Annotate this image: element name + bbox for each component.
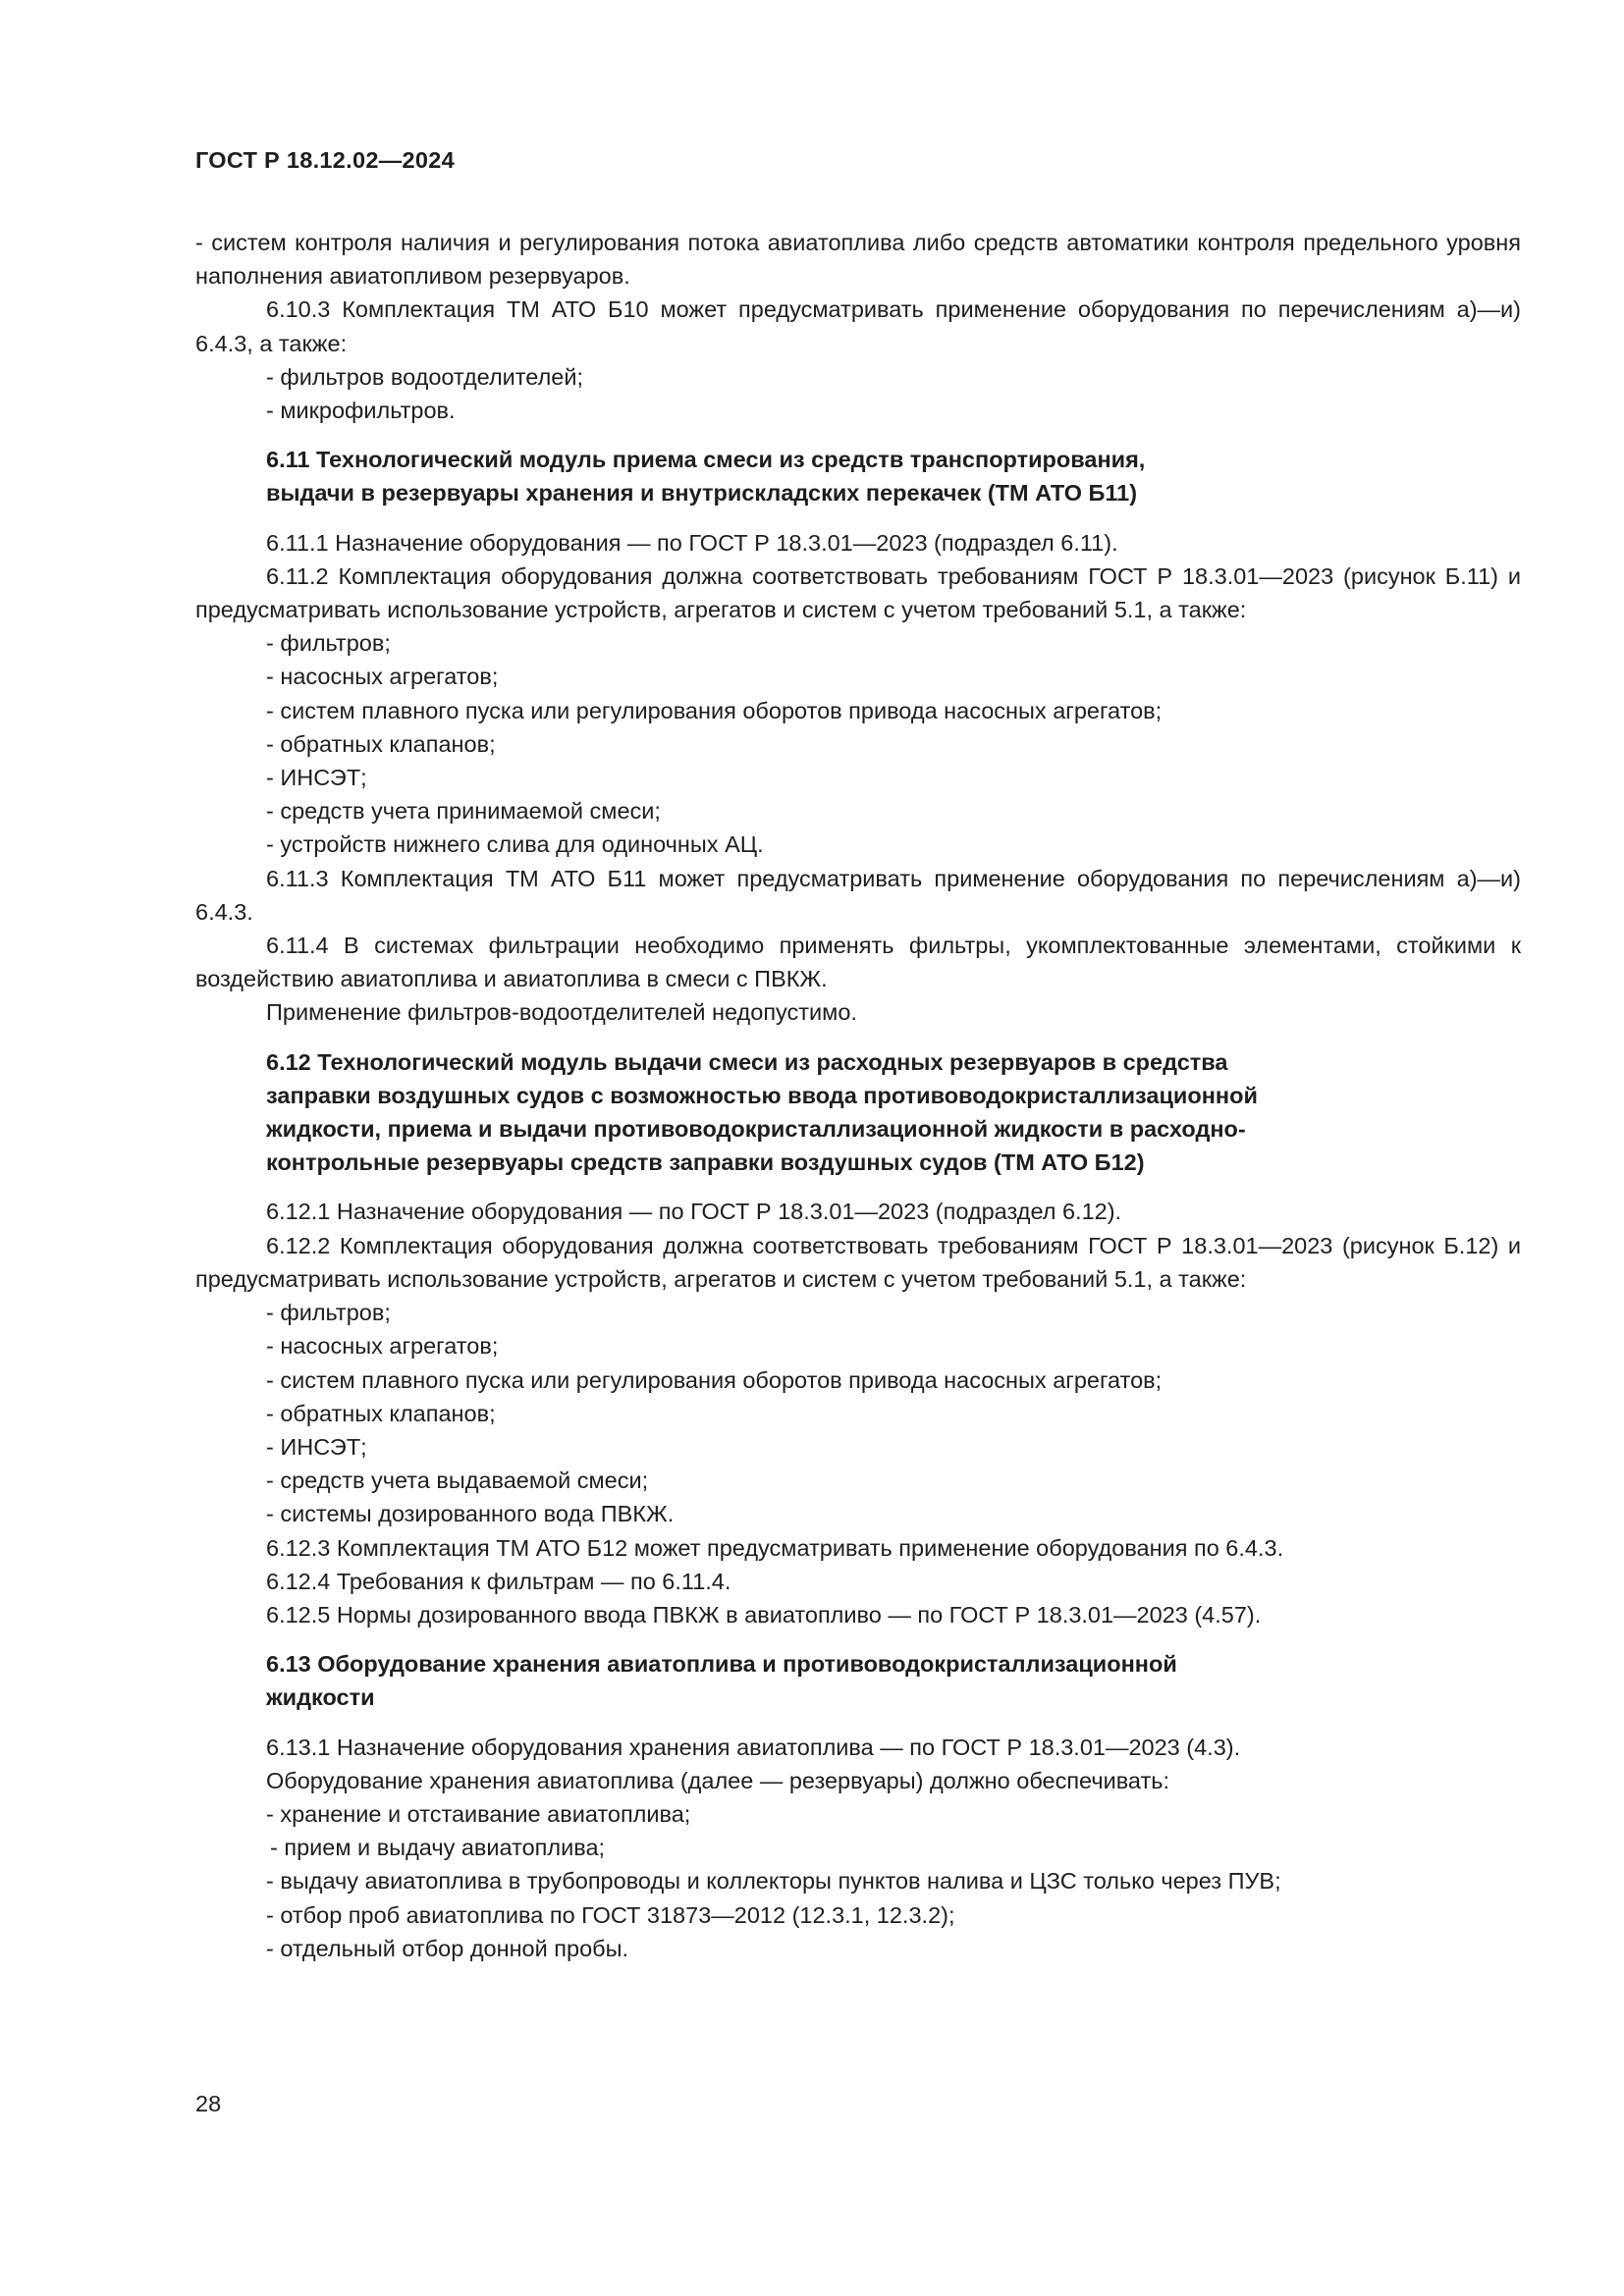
- list-item: - фильтров;: [266, 630, 391, 657]
- heading-line: 6.11 Технологический модуль приема смеси из средств транспортирования,: [266, 447, 1146, 473]
- section-heading-6-12: [195, 1045, 1521, 1180]
- list-item: - средств учета выдаваемой смеси;: [266, 1468, 649, 1494]
- list-item: - систем плавного пуска или регулирования оборотов привода насосных агрегатов;: [266, 697, 1163, 723]
- list-item: - системы дозированного вода ПВКЖ.: [266, 1501, 675, 1527]
- paragraph-6-11-2: 6.11.2 Комплектация оборудования должна соответствовать требованиям ГОСТ Р 18.3.01—2023 (рисунок Б.11) и предусматривать использование устройств, агрегатов и систем с учетом требований 5.1, а также:: [195, 562, 1521, 623]
- paragraph-6-11-1: 6.11.1 Назначение оборудования — по ГОСТ Р 18.3.01—2023 (подраздел 6.11).: [266, 529, 1118, 556]
- list-item: - систем плавного пуска или регулирования оборотов привода насосных агрегатов;: [266, 1366, 1163, 1393]
- paragraph-6-12-1: 6.12.1 Назначение оборудования — по ГОСТ Р 18.3.01—2023 (подраздел 6.12).: [266, 1199, 1122, 1225]
- list-item: - ИНСЭТ;: [266, 765, 367, 791]
- list-item: - обратных клапанов;: [266, 730, 496, 757]
- heading-line: заправки воздушных судов с возможностью ввода противоводокристаллизационной: [266, 1082, 1258, 1108]
- paragraph-6-12-4: 6.12.4 Требования к фильтрам — по 6.11.4.: [266, 1568, 731, 1594]
- list-item: - средств учета принимаемой смеси;: [266, 798, 661, 825]
- list-item: - устройств нижнего слива для одиночных АЦ.: [266, 831, 764, 858]
- list-item: - микрофильтров.: [266, 398, 456, 424]
- paragraph-6-11-4-note: Применение фильтров-водоотделителей недопустимо.: [266, 999, 857, 1026]
- paragraph-6-13-1: 6.13.1 Назначение оборудования хранения авиатоплива — по ГОСТ Р 18.3.01—2023 (4.3).: [266, 1734, 1241, 1760]
- section-heading-6-11: [195, 443, 1521, 509]
- heading-line: контрольные резервуары средств заправки воздушных судов (ТМ АТО Б12): [266, 1149, 1145, 1176]
- paragraph-6-10-3: 6.10.3 Комплектация ТМ АТО Б10 может предусматривать применение оборудования по перечислениям а)—и) 6.4.3, а также:: [195, 296, 1521, 356]
- section-heading-6-13: [195, 1647, 1521, 1714]
- heading-line: 6.13 Оборудование хранения авиатоплива и противоводокристаллизационной: [266, 1651, 1177, 1678]
- list-item: - фильтров;: [266, 1300, 391, 1326]
- paragraph-6-12-3: 6.12.3 Комплектация ТМ АТО Б12 может предусматривать применение оборудования по 6.4.3.: [266, 1534, 1284, 1561]
- heading-line: выдачи в резервуары хранения и внутрискладских перекачек (ТМ АТО Б11): [266, 480, 1138, 507]
- list-item: - ИНСЭТ;: [266, 1433, 367, 1460]
- page-number: 28: [195, 2091, 222, 2116]
- list-item: - фильтров водоотделителей;: [266, 363, 584, 390]
- list-item: - насосных агрегатов;: [266, 664, 499, 690]
- list-item: - насосных агрегатов;: [266, 1333, 499, 1360]
- heading-line: 6.12 Технологический модуль выдачи смеси из расходных резервуаров в средства: [266, 1048, 1228, 1075]
- paragraph-6-11-3: 6.11.3 Комплектация ТМ АТО Б11 может предусматривать применение оборудования по перечислениям а)—и) 6.4.3.: [195, 865, 1521, 925]
- heading-line: жидкости, приема и выдачи противоводокристаллизационной жидкости в расходно-: [266, 1116, 1246, 1143]
- document-body: [195, 226, 1521, 1965]
- paragraph-6-12-2: 6.12.2 Комплектация оборудования должна соответствовать требованиям ГОСТ Р 18.3.01—2023 (рисунок Б.12) и предусматривать использование устройств, агрегатов и систем с учетом требований 5.1, а также:: [195, 1232, 1521, 1292]
- list-item: - прием и выдачу авиатоплива;: [270, 1835, 606, 1861]
- paragraph-6-11-4: 6.11.4 В системах фильтрации необходимо применять фильтры, укомплектованные элементами, стойкими к воздействию авиатоплива и авиатоплива в смеси с ПВКЖ.: [195, 933, 1521, 992]
- list-item: - систем контроля наличия и регулирования потока авиатоплива либо средств автоматики контроля предельного уровня наполнения авиатопливом резервуаров.: [195, 230, 1521, 290]
- list-item: - отдельный отбор донной пробы.: [266, 1935, 629, 1961]
- paragraph-6-13-1-intro: Оборудование хранения авиатоплива (далее — резервуары) должно обеспечивать:: [266, 1767, 1170, 1793]
- list-item: - хранение и отстаивание авиатоплива;: [266, 1800, 691, 1827]
- heading-line: жидкости: [266, 1684, 375, 1711]
- list-item: - выдачу авиатоплива в трубопроводы и коллекторы пунктов налива и ЦЗС только через ПУВ;: [266, 1868, 1281, 1895]
- list-item: - обратных клапанов;: [266, 1400, 496, 1426]
- list-item: - отбор проб авиатоплива по ГОСТ 31873—2012 (12.3.1, 12.3.2);: [266, 1901, 955, 1928]
- paragraph-6-12-5: 6.12.5 Нормы дозированного ввода ПВКЖ в авиатопливо — по ГОСТ Р 18.3.01—2023 (4.57).: [266, 1601, 1262, 1628]
- document-id: ГОСТ Р 18.12.02—2024: [195, 147, 456, 173]
